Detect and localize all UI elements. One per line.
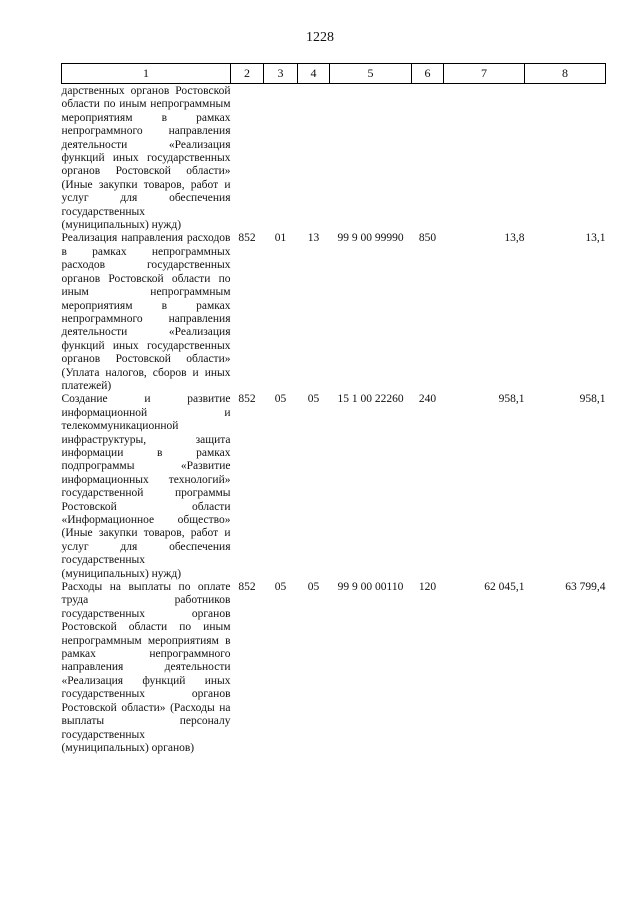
row-section-code: 05: [274, 581, 287, 594]
row-target-article: 15 1 00 22260: [337, 393, 404, 406]
row-expense-type: 120: [418, 581, 437, 594]
column-header-7: 7: [444, 64, 525, 84]
row-expense-type: 240: [418, 393, 437, 406]
column-header-6: 6: [412, 64, 444, 84]
budget-table: [61, 63, 606, 755]
row-ministry-code: 852: [238, 393, 256, 406]
row-ministry-code: 852: [238, 232, 256, 245]
row-amount-year1: 958,1: [498, 393, 525, 406]
row-section-code: [264, 84, 298, 233]
row-section-code: 05: [274, 393, 287, 406]
column-header-3: 3: [264, 64, 298, 84]
row-amount-year1: 13,8: [504, 232, 525, 245]
row-target-article: 99 9 00 00110: [337, 581, 404, 594]
row-description: Реализация направления расходов в рамках непрограммных расходов государственных органов Ростовской области по иным непрограммным мероприятиям в рамках непрограммного направления деятельности «Реализация функций иных государственных органов Ростовской области» (Уплата налогов, сборов и иных платежей): [61, 232, 231, 392]
row-description: Создание и развитие информационной и телекоммуникационной инфраструктуры, защита информации в рамках подпрограммы «Развитие информационных технологий» государственной программы Ростовской области «Информационное общество» (Иные закупки товаров, работ и услуг для обеспечения государственных (муниципальных) нужд): [61, 393, 231, 580]
row-expense-type: 850: [418, 232, 437, 245]
row-description: дарственных органов Ростовской области по иным непрограммным мероприятиям в рамках непрограммного направления деятельности «Реализация функций иных государственных органов Ростовской области» (Иные закупки товаров, работ и услуг для обеспечения государственных (муниципальных) нужд): [61, 85, 231, 232]
row-ministry-code: [231, 84, 264, 233]
column-header-8: 8: [525, 64, 606, 84]
row-amount-year2: 958,1: [579, 393, 606, 406]
row-amount-year1: 62 045,1: [484, 581, 525, 594]
row-amount-year2: [525, 84, 606, 233]
row-amount-year2: 13,1: [585, 232, 606, 245]
table-row: [62, 581, 606, 755]
table-row: [62, 232, 606, 393]
row-amount-year1: [444, 84, 525, 233]
row-subsection-code: 05: [307, 581, 320, 594]
table-row: [62, 393, 606, 581]
row-subsection-code: [298, 84, 330, 233]
row-description: Расходы на выплаты по оплате труда работников государственных органов Ростовской области по иным непрограммным мероприятиям в рамках непрограммного направления деятельности «Реализация функций иных государственных органов Ростовской области» (Расходы на выплаты персоналу государственных (муниципальных) органов): [61, 581, 231, 754]
row-target-article: 99 9 00 99990: [337, 232, 404, 245]
row-subsection-code: 13: [307, 232, 320, 245]
table-row: [62, 84, 606, 233]
column-header-2: 2: [231, 64, 264, 84]
row-subsection-code: 05: [307, 393, 320, 406]
row-ministry-code: 852: [238, 581, 256, 594]
column-header-1: 1: [62, 64, 231, 84]
table-header-row: [62, 64, 606, 84]
row-expense-type: [412, 84, 444, 233]
row-section-code: 01: [274, 232, 287, 245]
row-target-article: [330, 84, 412, 233]
column-header-5: 5: [330, 64, 412, 84]
page-number: 1228: [306, 30, 334, 45]
column-header-4: 4: [298, 64, 330, 84]
row-amount-year2: 63 799,4: [565, 581, 606, 594]
